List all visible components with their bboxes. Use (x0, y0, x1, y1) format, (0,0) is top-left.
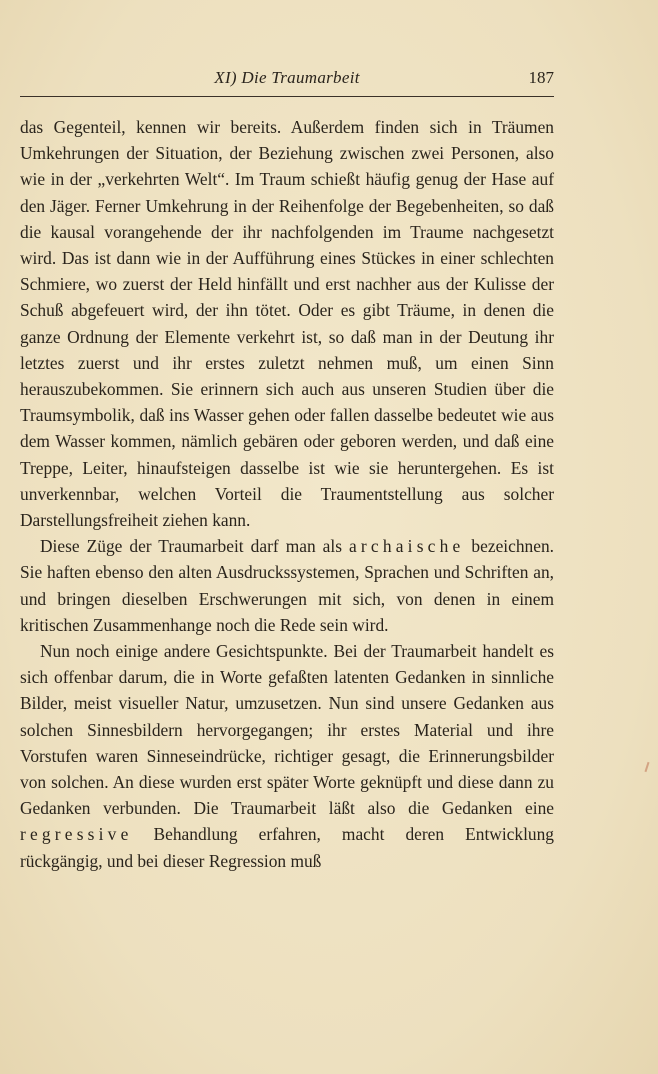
paragraph-1-text: das Gegenteil, kennen wir bereits. Außerdem finden sich in Träumen Umkehrungen der Situation, der Beziehung zwischen zwei Personen, also wie in der „verkehrten Welt“. Im Traum schießt häufig genug der Hase auf den Jäger. Ferner Umkehrung in der Reihenfolge der Begebenheiten, so daß die kausal vorangehende der ihr nachfolgenden im Traume nachgesetzt wird. Das ist dann wie in der Aufführung eines Stückes in einer schlechten Schmiere, wo zuerst der Held hinfällt und erst nachher aus der Kulisse der Schuß abgefeuert wird, der ihn tötet. Oder es gibt Träume, in denen die ganze Ordnung der Elemente verkehrt ist, so daß man in der Deutung ihr letztes zuerst und ihr erstes zuletzt nehmen muß, um einen Sinn herauszubekommen. Sie erinnern sich auch aus unseren Studien über die Traumsymbolik, daß ins Wasser gehen oder fallen dasselbe bedeutet wie aus dem Wasser kommen, nämlich gebären oder geboren werden, und daß eine Treppe, Leiter, hinaufsteigen dasselbe ist wie sie heruntergehen. Es ist unverkennbar, welchen Vorteil die Traumentstellung aus solcher Darstellungsfreiheit ziehen kann. (20, 117, 554, 531)
body-text (20, 114, 554, 874)
running-head: XI) Die Traumarbeit (214, 68, 360, 87)
paragraph-3-text-after: Behandlung erfahren, macht deren Entwicklung rückgängig, und bei dieser Regression muß (20, 824, 554, 871)
paragraph-2-emphasis: archaische (349, 536, 465, 557)
paragraph-3 (20, 638, 554, 874)
paragraph-2 (20, 533, 554, 638)
page-header (20, 66, 554, 97)
paragraph-2-text-after: bezeichnen. Sie haften ebenso den alten Ausdruckssystemen, Sprachen und Schriften an, und bringen dieselben Erschwerungen mit sich, von denen in einem kritischen Zusammenhange noch die Rede sein wird. (20, 536, 554, 635)
stray-pencil-mark (645, 762, 650, 772)
paragraph-3-emphasis: regressive (20, 824, 133, 845)
page-number: 187 (528, 68, 554, 87)
paragraph-1 (20, 114, 554, 533)
paragraph-2-text-before: Diese Züge der Traumarbeit darf man als (40, 536, 350, 557)
paragraph-3-text-before: Nun noch einige andere Gesichtspunkte. Bei der Traumarbeit handelt es sich offenbar darum, die in Worte gefaßten latenten Gedanken in sinnliche Bilder, meist visueller Natur, umzusetzen. Nun sind unsere Gedanken aus solchen Sinnesbildern hervorgegangen; ihr erstes Material und ihre Vorstufen waren Sinneseindrücke, richtiger gesagt, die Erinnerungsbilder von solchen. An diese wurden erst später Worte geknüpft und diese dann zu Gedanken verbunden. Die Traumarbeit läßt also die Gedanken eine (20, 641, 554, 819)
